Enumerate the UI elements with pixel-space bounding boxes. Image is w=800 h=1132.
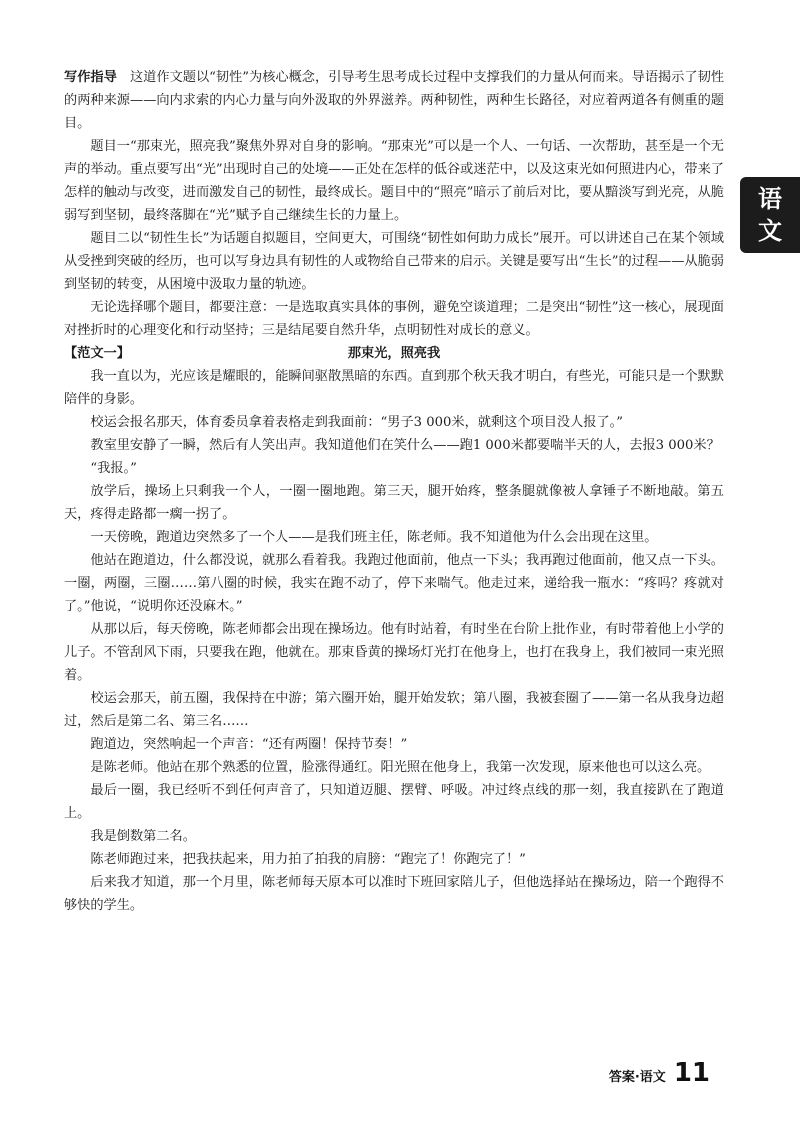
essay-paragraph: 他站在跑道边，什么都没说，就那么看着我。我跑过他面前，他点一下头；我再跑过他面前，他又点一下头。一圈，两圈，三圈……第八圈的时候，我实在跑不动了，停下来喘气。他走过来，递给我一瓶水：“疼吗？疼就对了。”他说，“说明你还没麻木。” bbox=[64, 553, 724, 614]
essay-paragraph: 校运会报名那天，体育委员拿着表格走到我面前：“男子3 000米，就剩这个项目没人报了。” bbox=[90, 415, 623, 430]
subject-side-tab bbox=[740, 177, 800, 253]
essay-paragraph: 是陈老师。他站在那个熟悉的位置，脸涨得通红。阳光照在他身上，我第一次发现，原来他也可以这么亮。 bbox=[90, 760, 711, 775]
guide-label: 写作指导 bbox=[64, 70, 117, 85]
essay-paragraph: 校运会那天，前五圈，我保持在中游；第六圈开始，腿开始发软；第八圈，我被套圈了——第一名从我身边超过，然后是第二名、第三名…… bbox=[64, 691, 724, 729]
guide-paragraph: 题目二以“韧性生长”为话题自拟题目，空间更大，可围绕“韧性如何助力成长”展开。可以讲述自己在某个领域从受挫到突破的经历，也可以写身边具有韧性的人或物给自己带来的启示。关键是要写出“生长”的过程——从脆弱到坚韧的转变，从困境中汲取力量的轨迹。 bbox=[64, 231, 724, 292]
essay-paragraph: 我是倒数第二名。 bbox=[90, 829, 196, 844]
guide-paragraph: 题目一“那束光，照亮我”聚焦外界对自身的影响。“那束光”可以是一个人、一句话、一次帮助，甚至是一个无声的举动。重点要写出“光”出现时自己的处境——正处在怎样的低谷或迷茫中，以及这束光如何照进内心，带来了怎样的触动与改变，进而激发自己的韧性，最终成长。题目中的“照亮”暗示了前后对比，要从黯淡写到光亮，从脆弱写到坚韧，最终落脚在“光”赋予自己继续生长的力量上。 bbox=[64, 139, 724, 223]
page-number: 11 bbox=[673, 1058, 710, 1088]
essay-paragraph: 一天傍晚，跑道边突然多了一个人——是我们班主任，陈老师。我不知道他为什么会出现在这里。 bbox=[90, 530, 658, 545]
guide-text: 这道作文题以“韧性”为核心概念，引导考生思考成长过程中支撑我们的力量从何而来。导语揭示了韧性的两种来源——向内求索的内心力量与向外汲取的外界滋养。两种韧性，两种生长路径，对应着两道各有侧重的题目。 bbox=[64, 70, 725, 131]
essay-paragraph: 我一直以为，光应该是耀眼的，能瞬间驱散黑暗的东西。直到那个秋天我才明白，有些光，可能只是一个默默陪伴的身影。 bbox=[64, 369, 724, 407]
essay-paragraph: 放学后，操场上只剩我一个人，一圈一圈地跑。第三天，腿开始疼，整条腿就像被人拿锤子不断地敲。第五天，疼得走路都一瘸一拐了。 bbox=[64, 484, 724, 522]
essay-title: 那束光，照亮我 bbox=[347, 346, 441, 361]
essay-paragraph: 教室里安静了一瞬，然后有人笑出声。我知道他们在笑什么——跑1 000米都要喘半天的人，去报3 000米？ bbox=[90, 438, 720, 453]
guide-paragraph bbox=[64, 66, 724, 135]
side-tab-char: 文 bbox=[758, 217, 782, 245]
essay-paragraph: 跑道边，突然响起一个声音：“还有两圈！保持节奏！” bbox=[90, 737, 408, 752]
essay-paragraph: 最后一圈，我已经听不到任何声音了，只知道迈腿、摆臂、呼吸。冲过终点线的那一刻，我直接趴在了跑道上。 bbox=[64, 783, 724, 821]
essay-header bbox=[64, 342, 724, 365]
guide-paragraph: 无论选择哪个题目，都要注意：一是选取真实具体的事例，避免空谈道理；二是突出“韧性”这一核心，展现面对挫折时的心理变化和行动坚持；三是结尾要自然升华，点明韧性对成长的意义。 bbox=[64, 300, 724, 338]
essay-paragraph: 后来我才知道，那一个月里，陈老师每天原本可以准时下班回家陪儿子，但他选择站在操场边，陪一个跑得不够快的学生。 bbox=[64, 875, 724, 913]
side-tab-char: 语 bbox=[758, 185, 782, 213]
essay-paragraph: “我报。” bbox=[90, 461, 137, 476]
essay-tag: 【范文一】 bbox=[64, 346, 130, 361]
page-footer bbox=[609, 1058, 710, 1088]
essay-paragraph: 陈老师跑过来，把我扶起来，用力拍了拍我的肩膀：“跑完了！你跑完了！” bbox=[90, 852, 526, 867]
footer-label: 答案·语文 bbox=[608, 1070, 666, 1085]
page-content bbox=[64, 66, 724, 917]
essay-paragraph: 从那以后，每天傍晚，陈老师都会出现在操场边。他有时站着，有时坐在台阶上批作业，有时带着他上小学的儿子。不管刮风下雨，只要我在跑，他就在。那束昏黄的操场灯光打在他身上，也打在我身上，我们被同一束光照着。 bbox=[64, 622, 724, 683]
